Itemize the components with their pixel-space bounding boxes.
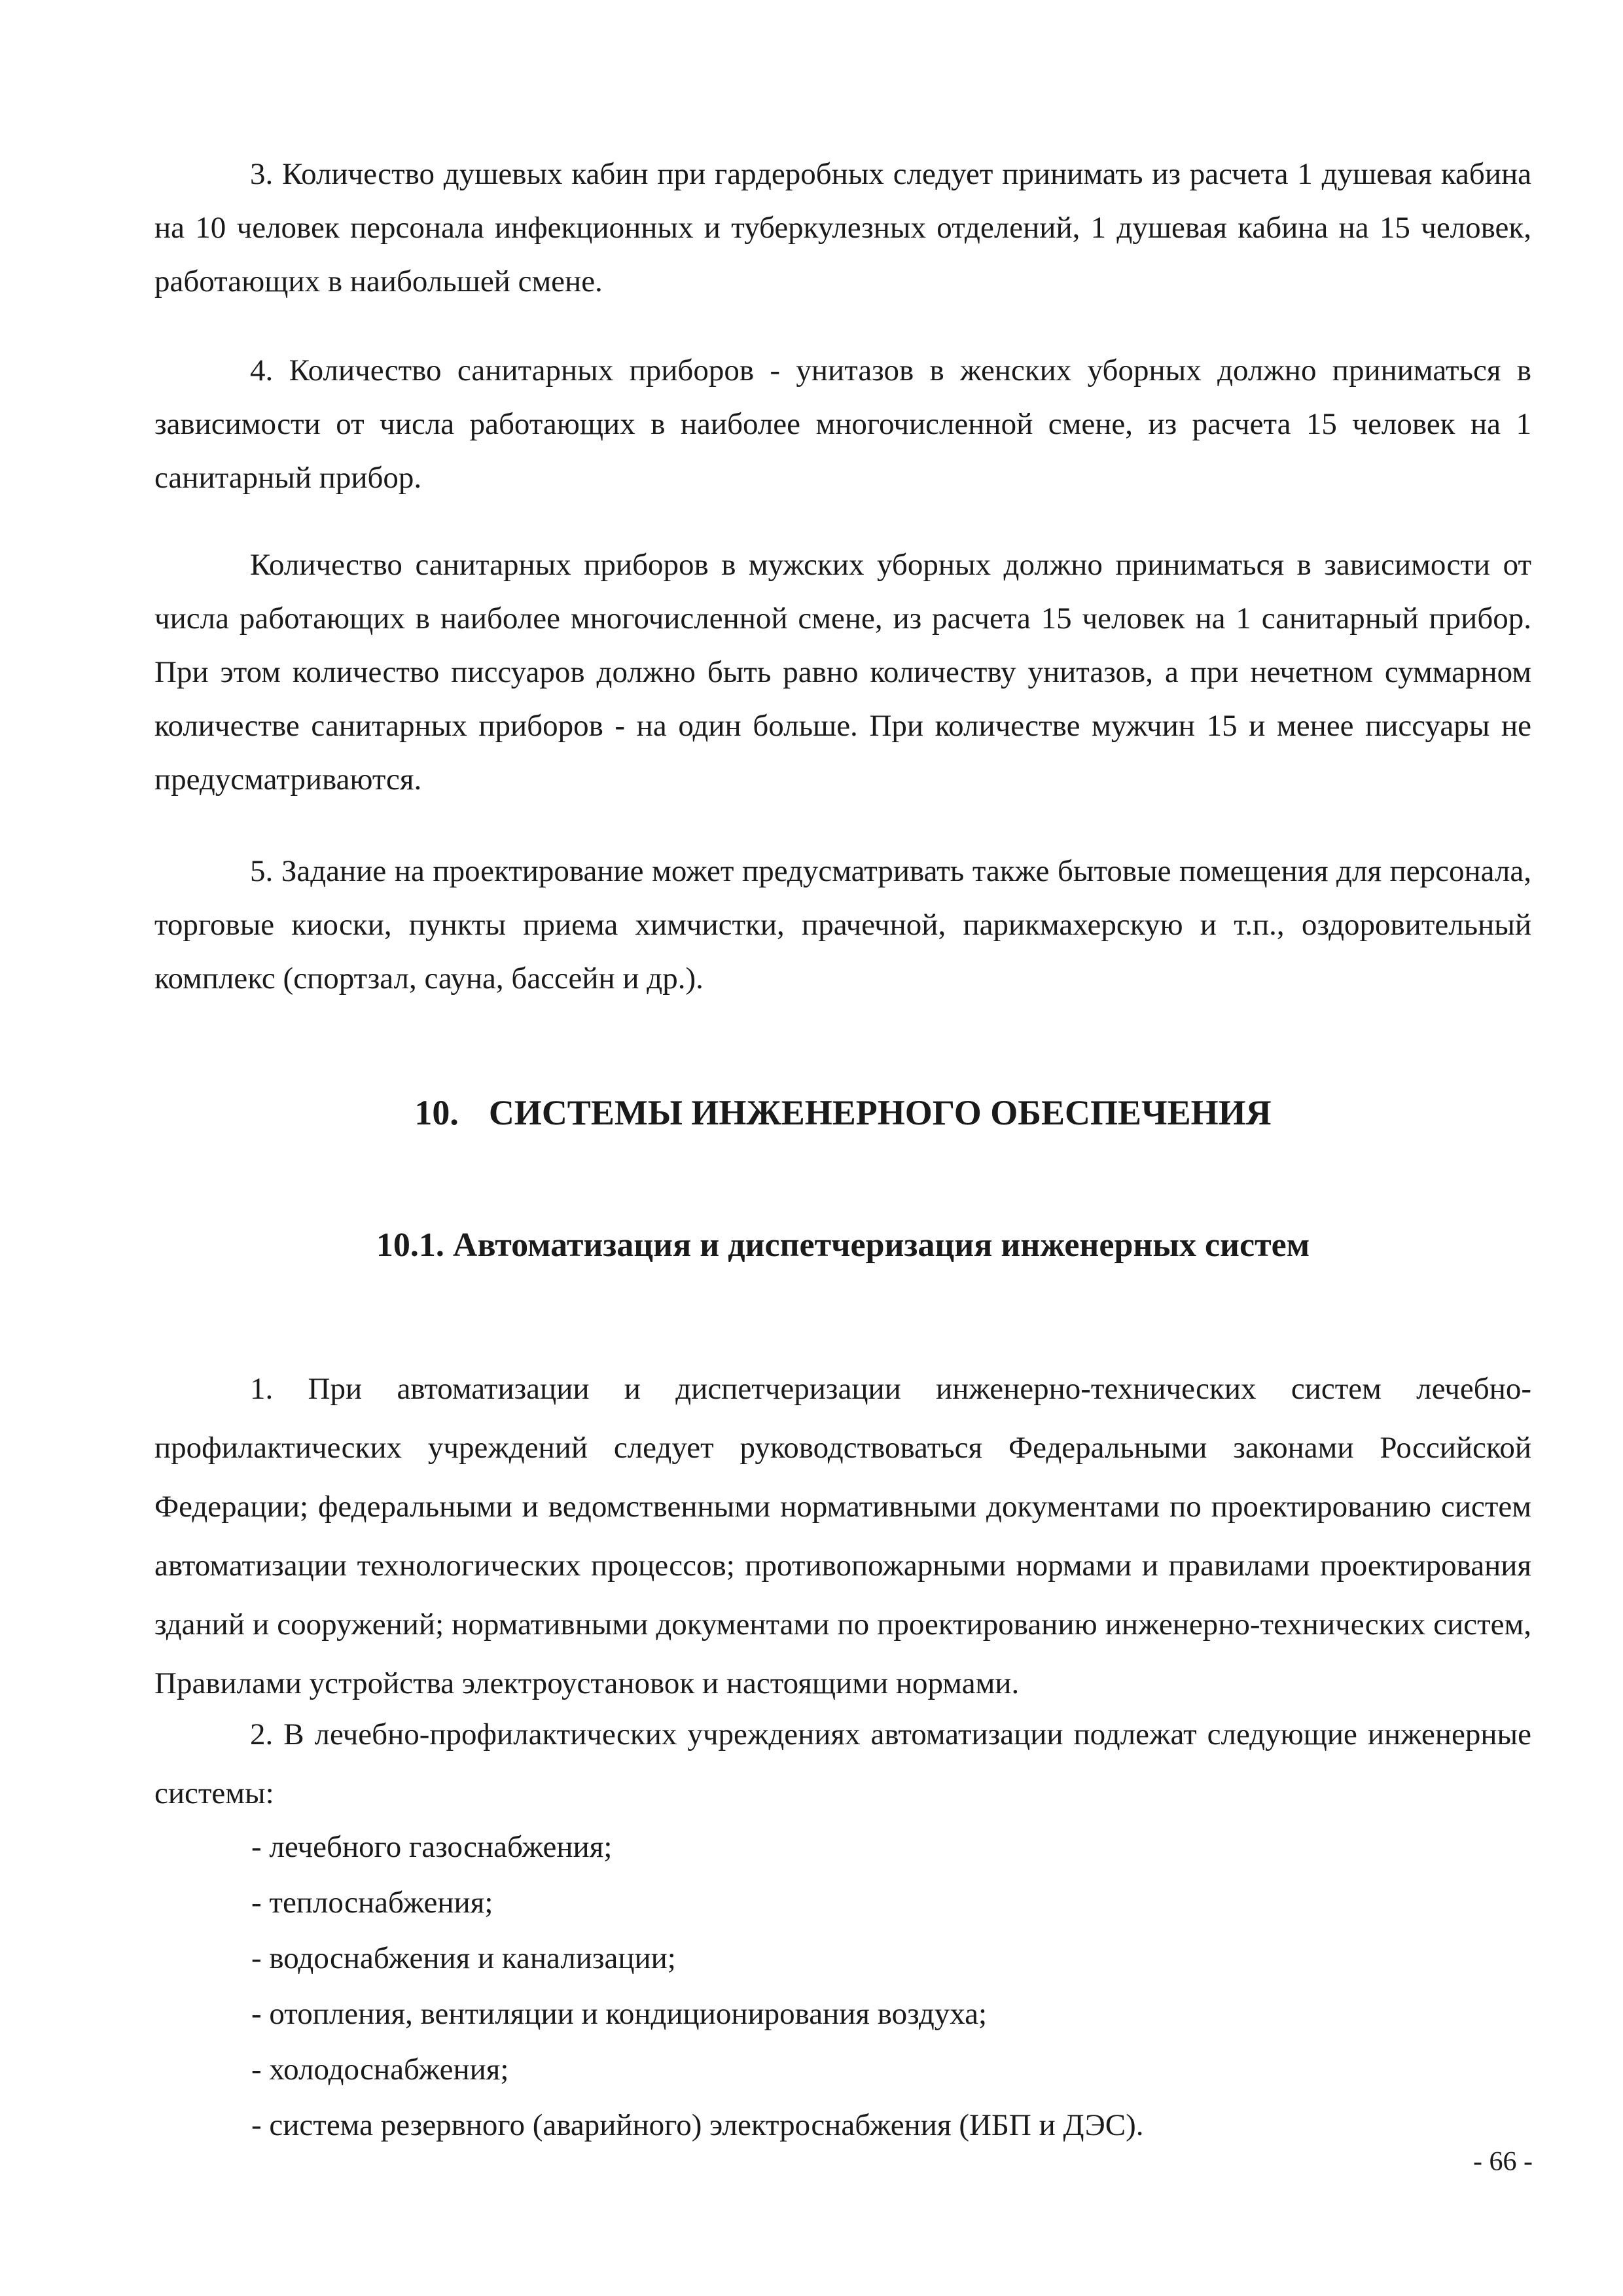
list-item: - водоснабжения и канализации; — [251, 1941, 676, 1975]
section-number: 10. — [414, 1093, 459, 1132]
section-heading — [154, 1090, 1531, 1136]
paragraph-toilets-men: Количество санитарных приборов в мужских уборных должно приниматься в зависимости от числа работающих в наиболее многочисленной смене, из расчета 15 человек на 1 санитарный прибор. При этом количество писсуаров должно быть равно количеству унитазов, а при нечетном суммарном количестве санитарных приборов - на один больше. При количестве мужчин 15 и менее писсуары не предусматриваются. — [154, 548, 1531, 797]
section-title: СИСТЕМЫ ИНЖЕНЕРНОГО ОБЕСПЕЧЕНИЯ — [488, 1093, 1272, 1132]
paragraph-shower-cabins: 3. Количество душевых кабин при гардеробных следует принимать из расчета 1 душевая кабина на 10 человек персонала инфекционных и туберкулезных отделений, 1 душевая кабина на 15 человек, работающих в наибольшей смене. — [154, 157, 1531, 298]
systems-list — [251, 1820, 1144, 2153]
paragraph-systems-intro: 2. В лечебно-профилактических учреждениях автоматизации подлежат следующие инженерные системы: — [154, 1717, 1531, 1810]
list-item: - система резервного (аварийного) электроснабжения (ИБП и ДЭС). — [251, 2108, 1144, 2142]
list-item: - отопления, вентиляции и кондиционирования воздуха; — [251, 1997, 988, 2031]
page-number: - 66 - — [1473, 2147, 1533, 2177]
list-item: - холодоснабжения; — [251, 2053, 509, 2087]
paragraph-regulations: 1. При автоматизации и диспетчеризации инженерно-технических систем лечебно-профилактических учреждений следует руководствоваться Федеральными законами Российской Федерации; федеральными и ведомственными нормативными документами по проектированию систем автоматизации технологических процессов; противопожарными нормами и правилами проектирования зданий и сооружений; нормативными документами по проектированию инженерно-технических систем, Правилами устройства электроустановок и настоящими нормами. — [154, 1372, 1531, 1700]
paragraph-design-assignment: 5. Задание на проектирование может предусматривать также бытовые помещения для персонала, торговые киоски, пункты приема химчистки, прачечной, парикмахерскую и т.п., оздоровительный комплекс (спортзал, сауна, бассейн и др.). — [154, 854, 1531, 996]
subsection-heading: 10.1. Автоматизация и диспетчеризация инженерных систем — [376, 1227, 1310, 1264]
list-item: - теплоснабжения; — [251, 1886, 493, 1920]
list-item: - лечебного газоснабжения; — [251, 1830, 613, 1864]
paragraph-toilets-women: 4. Количество санитарных приборов - унитазов в женских уборных должно приниматься в зависимости от числа работающих в наиболее многочисленной смене, из расчета 15 человек на 1 санитарный прибор. — [154, 353, 1531, 495]
